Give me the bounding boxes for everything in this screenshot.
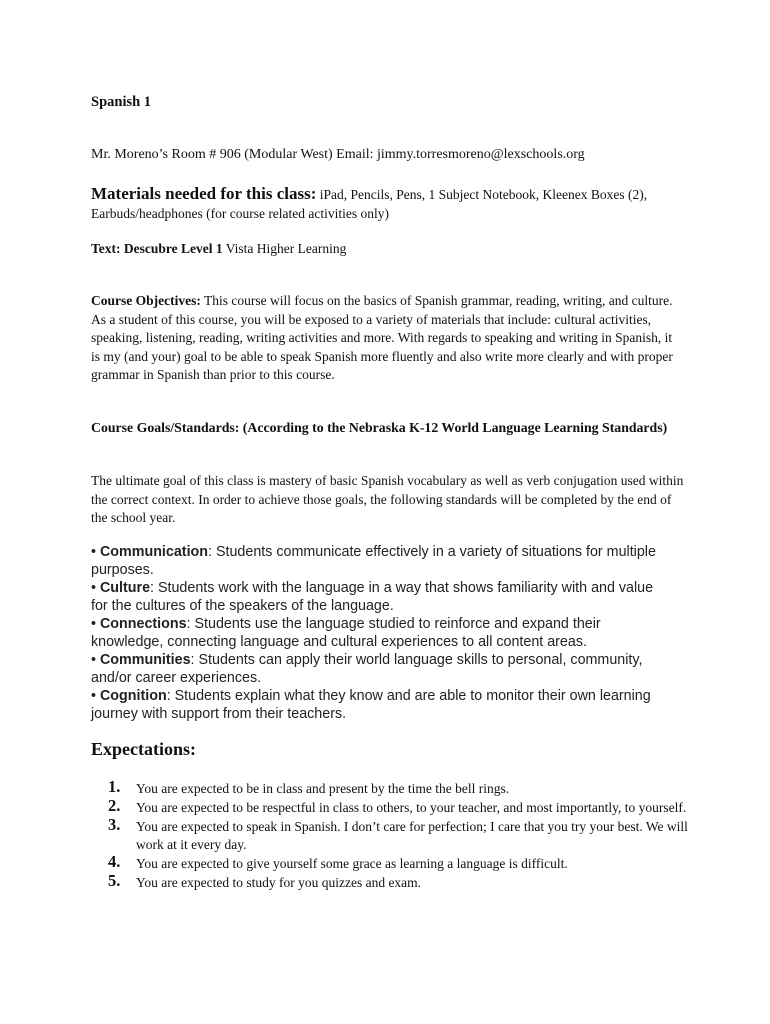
expectation-item bbox=[108, 814, 688, 855]
textbook-publisher: Vista Higher Learning bbox=[222, 241, 347, 256]
objectives-label: Course Objectives: bbox=[91, 293, 201, 308]
standard-text: : Students can apply their world language skills to personal, community, and/or career experiences. bbox=[91, 652, 643, 686]
textbook-line bbox=[91, 241, 346, 257]
standard-text: : Students explain what they know and are able to monitor their own learning journey with support from their teachers. bbox=[91, 688, 651, 722]
standard-text: : Students communicate effectively in a variety of situations for multiple purposes. bbox=[91, 544, 656, 578]
standard-text: : Students work with the language in a way that shows familiarity with and value for the cultures of the speakers of the language. bbox=[91, 580, 654, 614]
expectation-item bbox=[108, 777, 688, 798]
textbook-label: Text: Descubre Level 1 bbox=[91, 241, 223, 256]
materials-label: Materials needed for this class: bbox=[91, 184, 317, 203]
expectation-item bbox=[108, 871, 688, 892]
teacher-contact: Mr. Moreno’s Room # 906 (Modular West) Email: jimmy.torresmoreno@lexschools.org bbox=[91, 147, 585, 162]
objectives-text: This course will focus on the basics of Spanish grammar, reading, writing, and culture. As a student of this course, you will be exposed to a variety of materials that include: cultural activities, speaking, listening, reading, writing activities and more. With regards to speaking and writing in Spanish, it is my (and your) goal to be able to speak Spanish more fluently and also write more clearly and with proper grammar in Spanish than prior to this course. bbox=[91, 293, 673, 383]
expectations-list bbox=[108, 777, 688, 893]
standards-list bbox=[91, 543, 671, 723]
standard-item bbox=[91, 687, 671, 723]
page-title: Spanish 1 bbox=[91, 94, 152, 110]
goals-heading: Course Goals/Standards: (According to the Nebraska K-12 World Language Learning Standards) bbox=[91, 420, 668, 435]
expectation-number: 4. bbox=[108, 852, 121, 872]
expectation-number: 5. bbox=[108, 871, 121, 891]
expectation-number: 1. bbox=[108, 777, 121, 796]
bullet-icon: • bbox=[91, 544, 100, 560]
standard-name: Culture bbox=[99, 580, 151, 596]
expectation-text: You are expected to give yourself some grace as learning a language is difficult. bbox=[136, 856, 568, 872]
standard-name: Cognition bbox=[99, 688, 167, 704]
expectation-text: You are expected to be in class and present by the time the bell rings. bbox=[136, 781, 510, 796]
expectation-text: You are expected to be respectful in class to others, to your teacher, and most importantly, to yourself. bbox=[136, 799, 687, 815]
standard-text: : Students use the language studied to reinforce and expand their knowledge, connecting language and cultural experiences to all content areas. bbox=[91, 616, 601, 650]
expectation-item bbox=[108, 852, 688, 873]
standard-name: Communication bbox=[99, 544, 209, 560]
bullet-icon: • bbox=[91, 616, 100, 632]
expectation-text: You are expected to speak in Spanish. I don’t care for perfection; I care that you try your best. We will work at it every day. bbox=[136, 818, 688, 853]
expectations-heading: Expectations: bbox=[91, 739, 196, 759]
standard-item bbox=[91, 543, 671, 579]
expectation-text: You are expected to study for you quizzes and exam. bbox=[136, 875, 422, 891]
expectation-item bbox=[108, 795, 688, 817]
expectation-number: 3. bbox=[108, 814, 121, 834]
materials-section bbox=[91, 184, 681, 223]
expectation-number: 2. bbox=[108, 795, 121, 815]
standard-item bbox=[91, 579, 671, 615]
ultimate-goal-paragraph: The ultimate goal of this class is mastery of basic Spanish vocabulary as well as verb conjugation used within the correct context. In order to achieve those goals, the following standards will be completed by the end of the school year. bbox=[91, 473, 684, 526]
materials-text: iPad, Pencils, Pens, 1 Subject Notebook, Kleenex Boxes (2), Earbuds/headphones (for course related activities only) bbox=[91, 187, 648, 221]
course-objectives bbox=[91, 292, 681, 385]
standard-item bbox=[91, 651, 671, 687]
bullet-icon: • bbox=[91, 580, 100, 596]
standard-name: Communities bbox=[99, 652, 191, 668]
bullet-icon: • bbox=[91, 652, 100, 668]
standard-name: Connections bbox=[99, 616, 187, 632]
standard-item bbox=[91, 615, 671, 651]
bullet-icon: • bbox=[91, 688, 100, 704]
